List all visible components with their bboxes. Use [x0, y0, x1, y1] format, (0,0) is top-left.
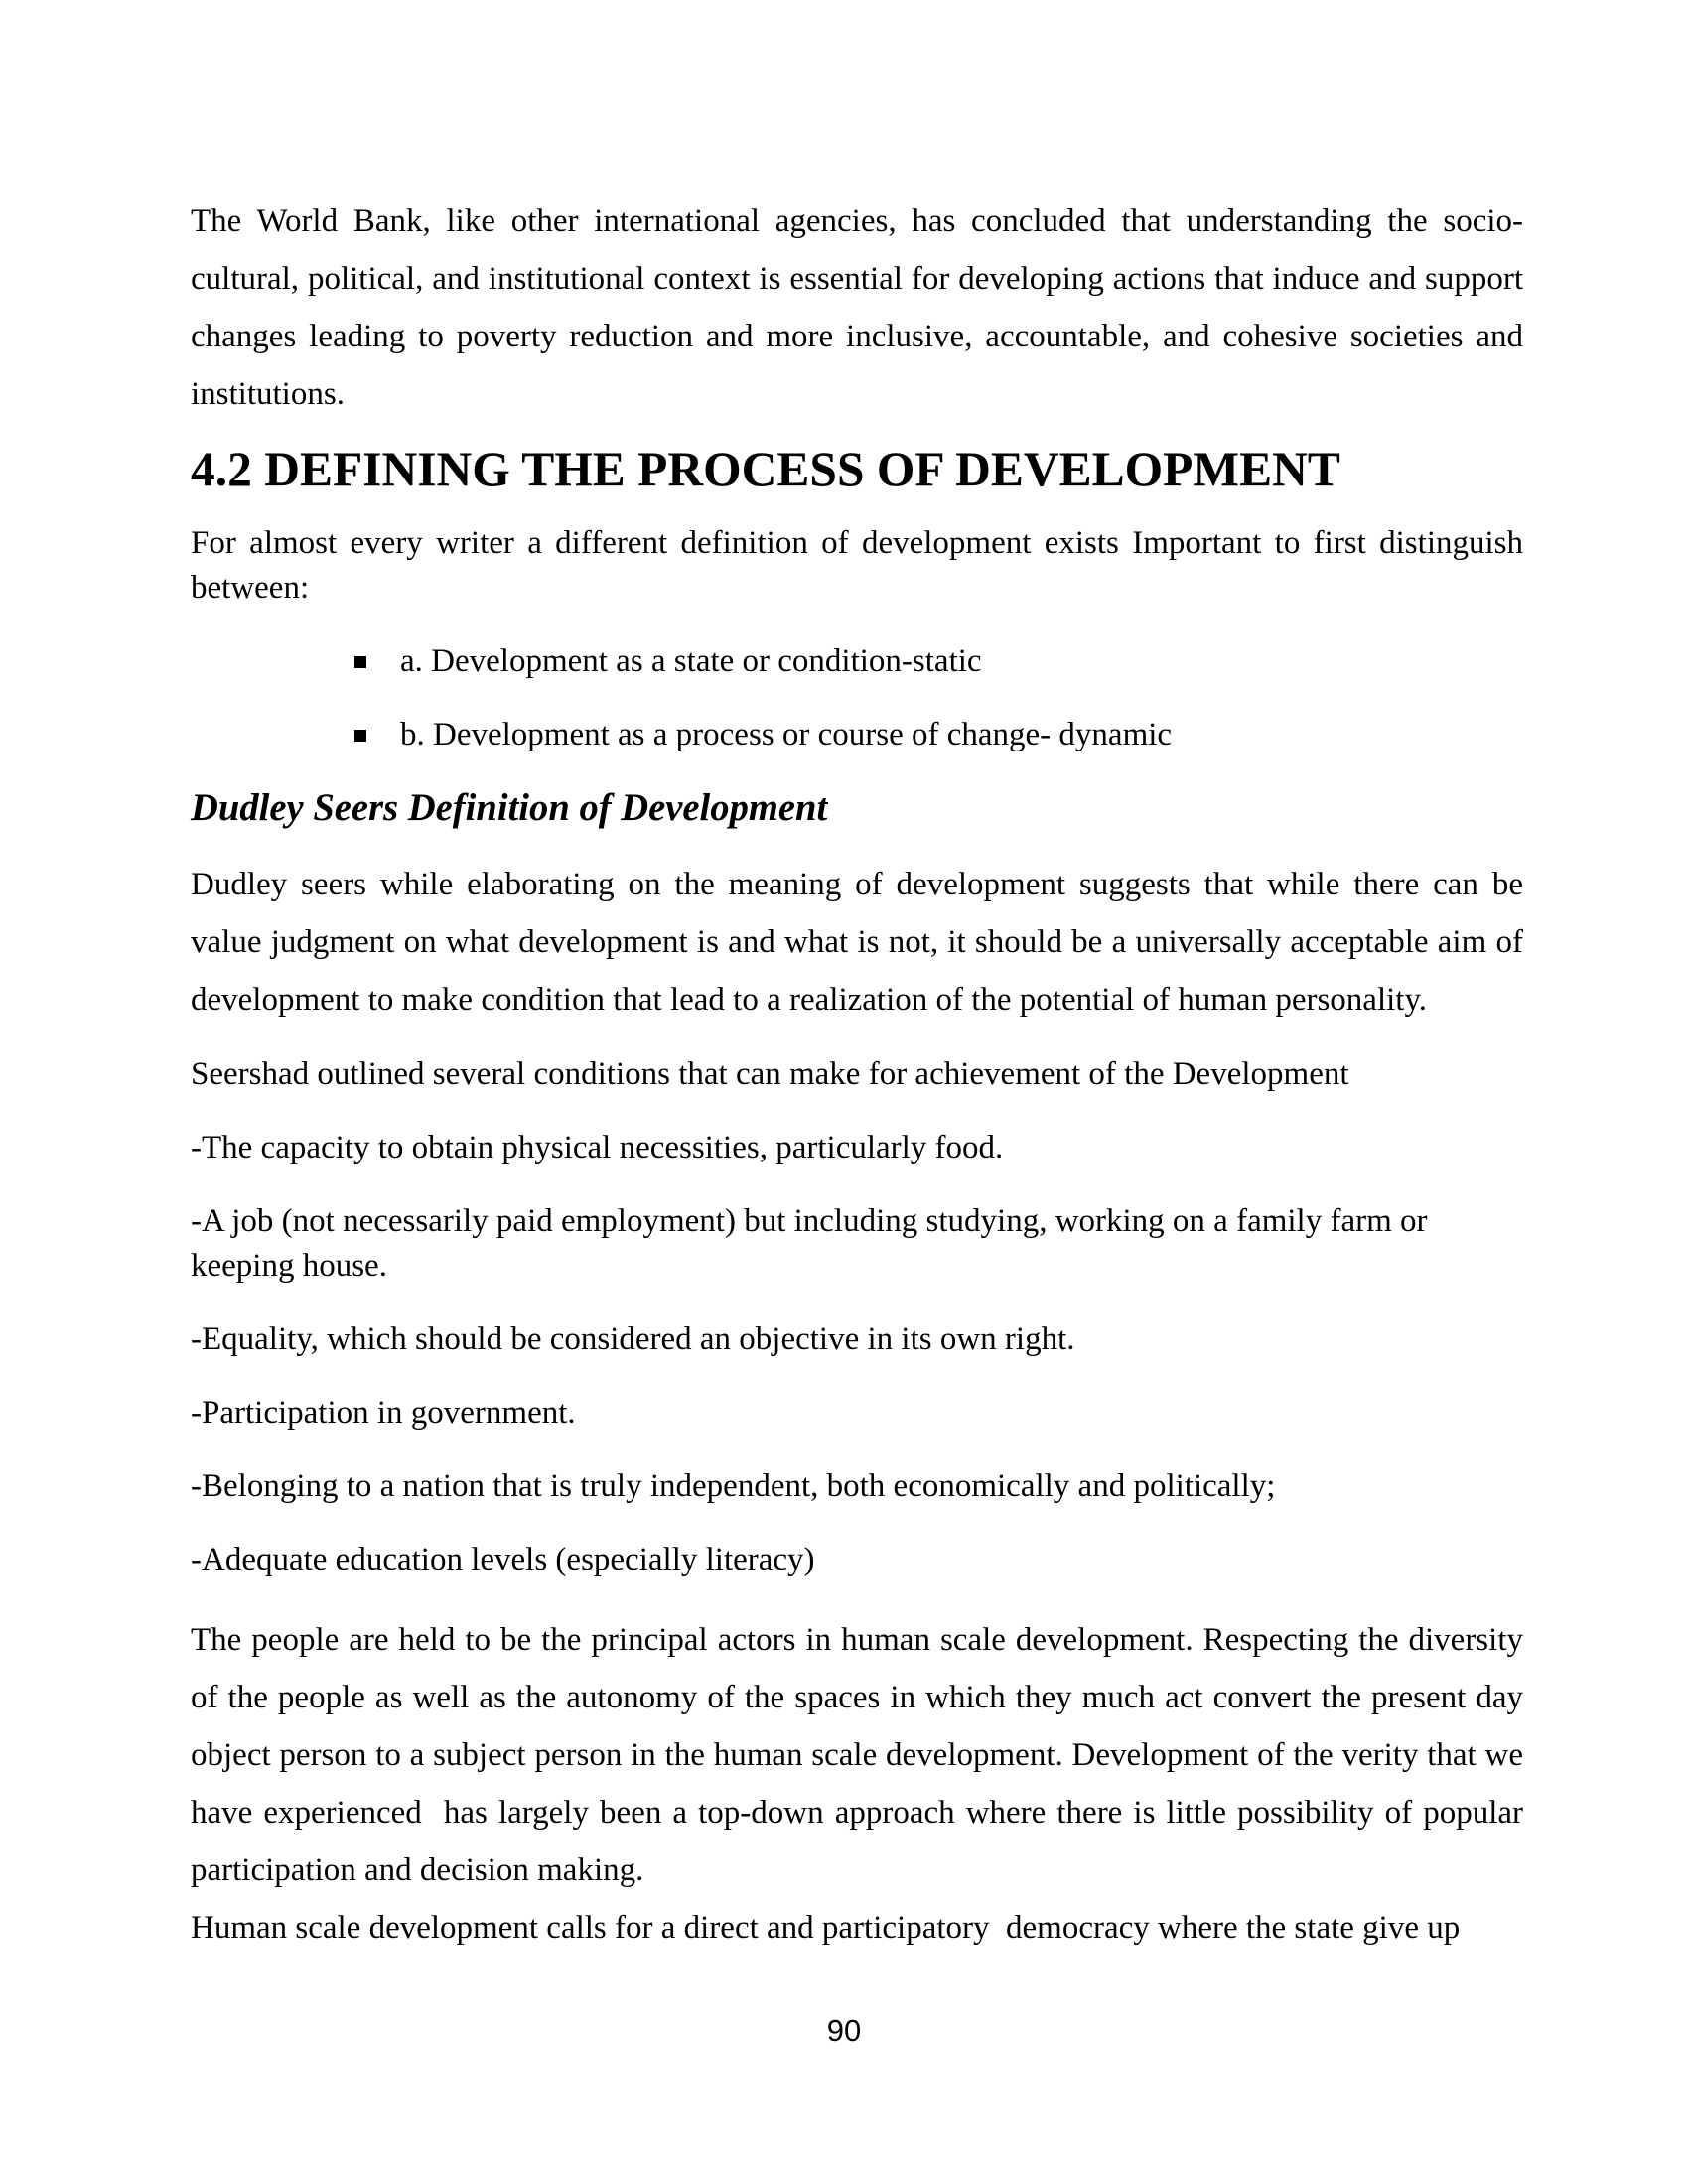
paragraph-for-almost-every-writer: For almost every writer a different definition of development exists Important to first distinguish between:: [191, 525, 1523, 606]
square-bullet-icon: [354, 656, 366, 668]
heading-dudley-seers-definition: Dudley Seers Definition of Development: [191, 787, 828, 829]
condition-equality: -Equality, which should be considered an objective in its own right.: [191, 1321, 1075, 1357]
paragraph-human-scale-development: Human scale development calls for a direct and participatory democracy where the state give up: [191, 1910, 1461, 1946]
paragraph-world-bank: The World Bank, like other international agencies, has concluded that understanding the socio-cultural, political, and institutional context is essential for developing actions that induce and support changes leading to poverty reduction and more inclusive, accountable, and cohesive societies and institutions.: [191, 204, 1532, 412]
paragraph-seershad-outlined: Seershad outlined several conditions that can make for achievement of the Development: [191, 1056, 1349, 1092]
bullet-item-b: [354, 713, 1523, 757]
bullet-item-a: [354, 639, 1523, 684]
condition-job: -A job (not necessarily paid employment) but including studying, working on a family farm or keeping house.: [191, 1203, 1428, 1284]
square-bullet-icon: [354, 730, 366, 742]
condition-belonging: -Belonging to a nation that is truly independent, both economically and politically;: [191, 1468, 1276, 1504]
condition-education: -Adequate education levels (especially literacy): [191, 1542, 815, 1577]
paragraph-people-principal-actors: The people are held to be the principal actors in human scale development. Respecting the diversity of the people as well as the autonomy of the spaces in which they much act convert the present day object person to a subject person in the human scale development. Development of the verity that we have experienced has largely been a top-down approach where there is little possibility of popular participation and decision making.: [191, 1622, 1532, 1888]
bullet-item-a-text: a. Development as a state or condition-static: [400, 643, 982, 679]
condition-physical-necessities: -The capacity to obtain physical necessities, particularly food.: [191, 1130, 1004, 1165]
section-heading-4-2: 4.2 DEFINING THE PROCESS OF DEVELOPMENT: [191, 442, 1340, 496]
bullet-item-b-text: b. Development as a process or course of change- dynamic: [400, 717, 1173, 752]
paragraph-dudley-seers: Dudley seers while elaborating on the meaning of development suggests that while there can be value judgment on what development is and what is not, it should be a universally acceptable aim of development to make condition that lead to a realization of the potential of human personality.: [191, 867, 1532, 1018]
page-number: 90: [826, 2013, 862, 2048]
condition-participation: -Participation in government.: [191, 1395, 576, 1431]
